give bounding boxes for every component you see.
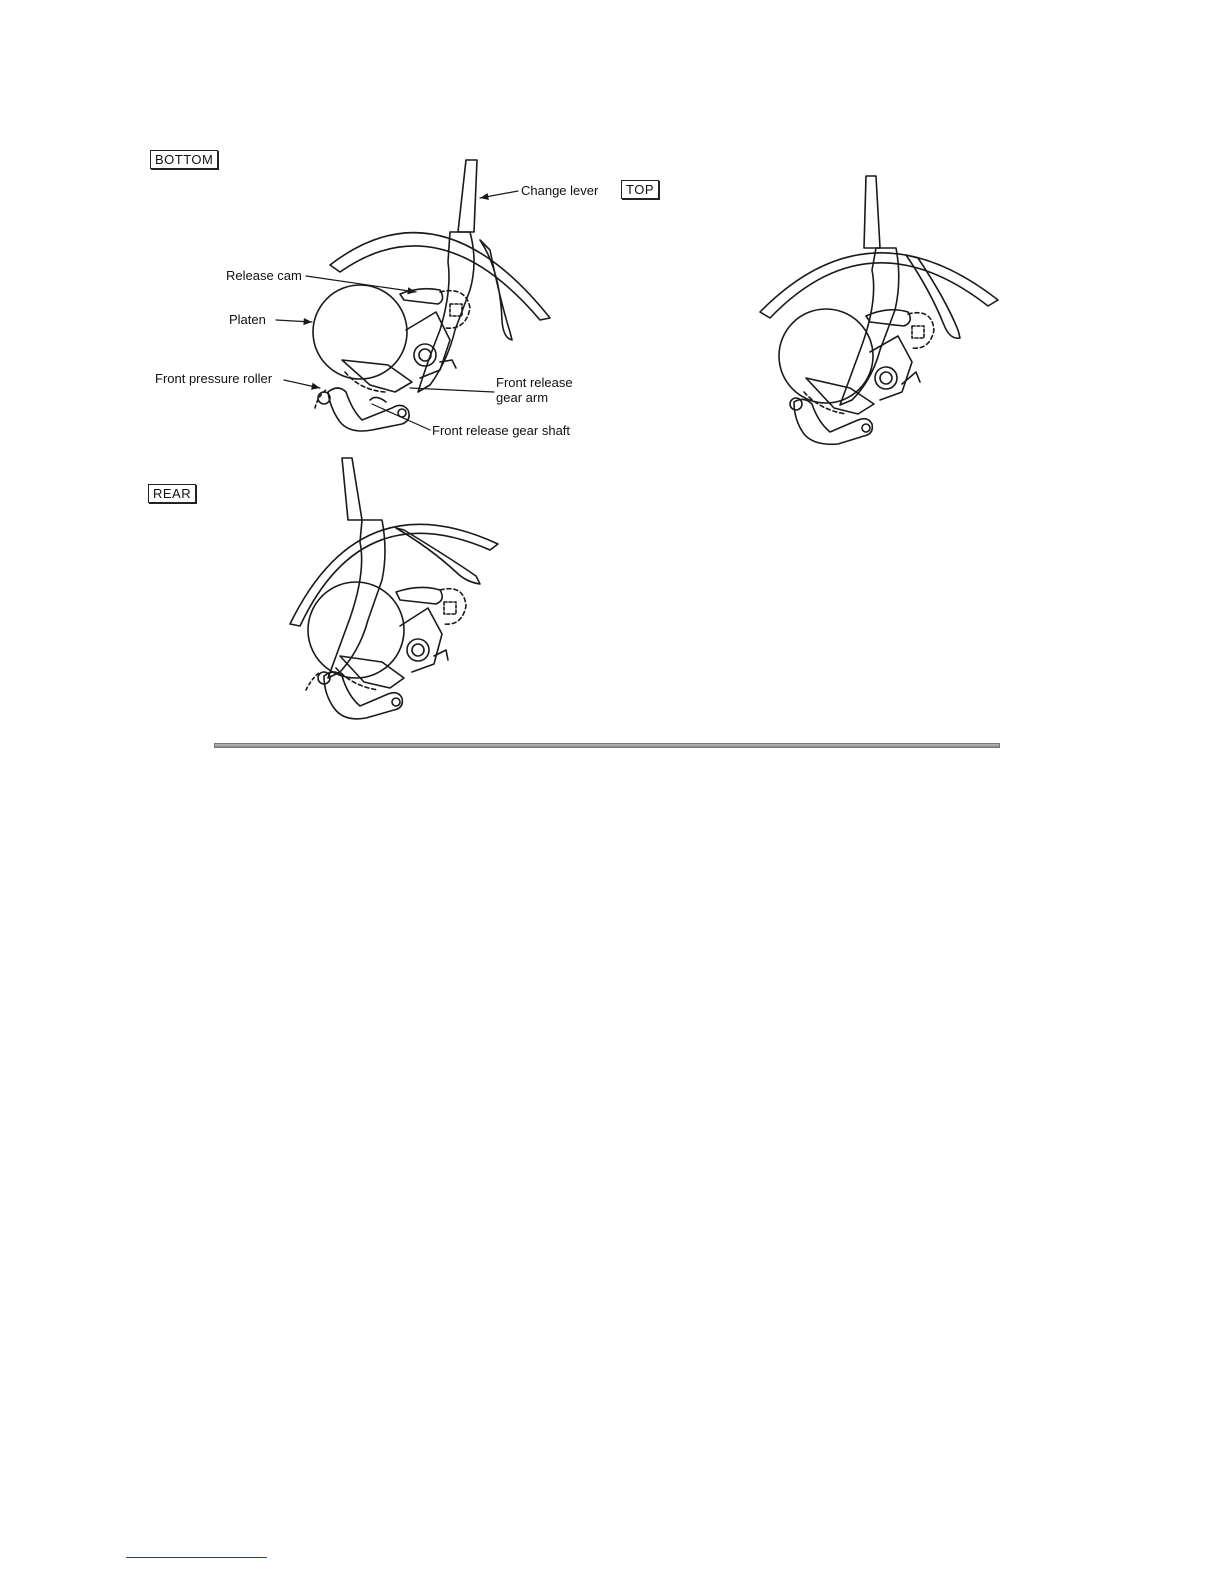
callout-release-cam: Release cam (226, 268, 302, 283)
horizontal-rule (214, 743, 1000, 748)
mode-label-rear: REAR (148, 484, 196, 503)
mode-label-top: TOP (621, 180, 659, 199)
callout-front-release-gear-arm-line2: gear arm (496, 390, 549, 405)
callout-leaders (276, 191, 518, 430)
callout-front-pressure-roller: Front pressure roller (155, 371, 273, 386)
callout-platen: Platen (229, 312, 266, 327)
callout-change-lever: Change lever (521, 183, 599, 198)
callout-front-release-gear-arm-line1: Front release (496, 375, 573, 390)
mechanism-rear (290, 458, 498, 719)
mode-label-bottom: BOTTOM (150, 150, 218, 169)
callout-front-release-gear-shaft: Front release gear shaft (432, 423, 571, 438)
mechanism-top (760, 176, 998, 444)
mechanism-bottom (313, 160, 550, 431)
footer-link-underline[interactable] (126, 1557, 267, 1558)
